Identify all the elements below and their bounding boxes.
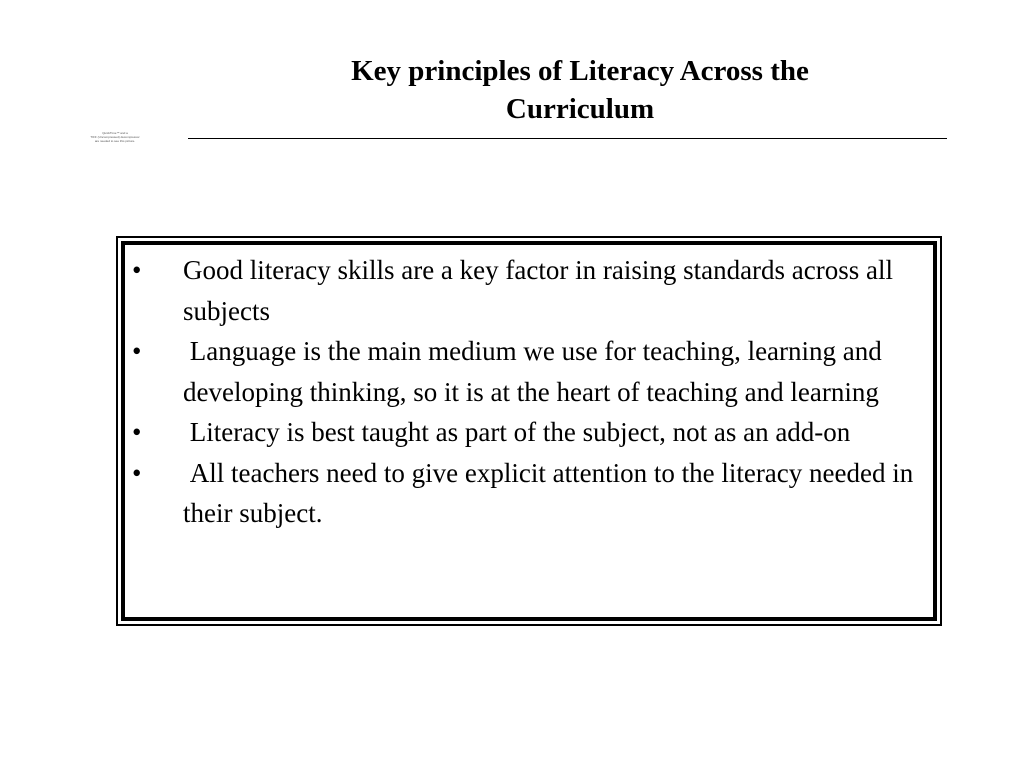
slide-title-line-2: Curriculum bbox=[505, 93, 655, 125]
bullet-text: Language is the main medium we use for teaching, learning and developing thinking, so it is at the heart of teaching and learning bbox=[183, 336, 882, 407]
placeholder-note-line: QuickTime™ and a bbox=[102, 131, 128, 135]
slide-title bbox=[280, 52, 880, 128]
bullet-box bbox=[116, 236, 942, 626]
bullet-item bbox=[128, 331, 928, 412]
bullet-item bbox=[128, 412, 928, 453]
bullet-text: Literacy is best taught as part of the subject, not as an add-on bbox=[183, 417, 851, 447]
bullet-dot-icon: • bbox=[132, 255, 142, 285]
slide-title-line-1: Key principles of Literacy Across the bbox=[351, 55, 809, 87]
placeholder-note-line: are needed to see this picture. bbox=[94, 139, 136, 143]
bullet-item bbox=[128, 453, 928, 534]
bullet-list bbox=[128, 250, 928, 534]
missing-picture-placeholder bbox=[84, 131, 146, 143]
title-divider bbox=[188, 138, 947, 139]
bullet-text: All teachers need to give explicit attention to the literacy needed in their subject. bbox=[183, 457, 914, 528]
bullet-dot-icon: • bbox=[132, 457, 142, 488]
bullet-text: Good literacy skills are a key factor in raising standards across all subjects bbox=[183, 255, 894, 326]
bullet-dot-icon: • bbox=[132, 336, 142, 366]
bullet-item bbox=[128, 250, 928, 331]
placeholder-note-line: TIFF (Uncompressed) decompressor bbox=[90, 135, 140, 139]
bullet-dot-icon: • bbox=[132, 417, 142, 447]
